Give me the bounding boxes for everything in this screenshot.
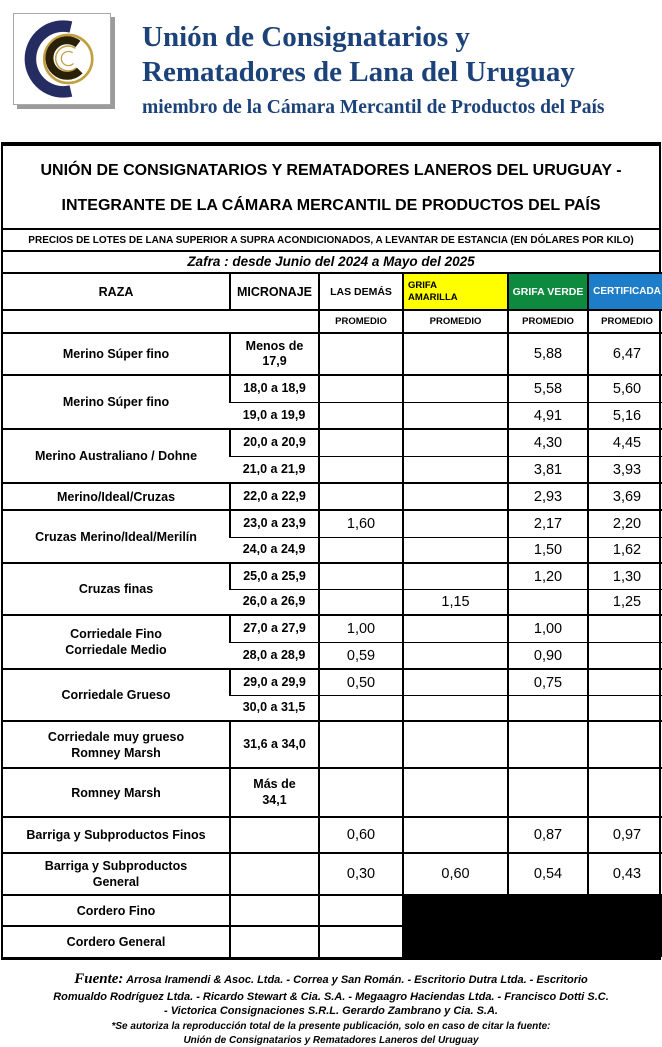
price-cell	[508, 768, 588, 817]
price-cell: 1,20	[508, 563, 588, 589]
price-cell	[588, 721, 662, 768]
header-micronaje: MICRONAJE	[230, 273, 319, 310]
price-cell: 0,54	[508, 853, 588, 895]
header-grifa-amarilla-line2: AMARILLA	[408, 291, 458, 303]
price-cell	[319, 563, 403, 589]
sources-line3: - Victorica Consignaciones S.R.L. Gerardo Zambrano y Cia. S.A.	[164, 1005, 498, 1018]
raza-cell: Barriga y Subproductos General	[3, 853, 230, 895]
document-title-line1: UNIÓN DE CONSIGNATARIOS Y REMATADORES LANEROS DEL URUGUAY -	[40, 162, 622, 179]
price-cell	[588, 669, 662, 695]
price-cell	[319, 537, 403, 563]
price-cell: 1,00	[508, 615, 588, 642]
redacted-cell	[403, 895, 662, 957]
micronaje-cell: Más de 34,1	[230, 768, 319, 817]
price-cell	[403, 375, 508, 402]
header-grifa-amarilla	[403, 273, 508, 310]
price-cell: 1,15	[403, 589, 508, 615]
price-cell: 3,93	[588, 456, 662, 483]
promedio-grifa-amarilla: PROMEDIO	[403, 310, 508, 333]
sources-line2: Romualdo Rodríguez Ltda. - Ricardo Stewart & Cia. S.A. - Megaagro Haciendas Ltda. - Francisco Dotti S.C.	[53, 990, 609, 1003]
price-cell: 0,90	[508, 642, 588, 669]
price-cell	[403, 333, 508, 375]
letterhead	[0, 0, 662, 142]
price-cell: 0,60	[319, 817, 403, 853]
raza-cell: Barriga y Subproductos Finos	[3, 817, 230, 853]
micronaje-cell: 31,6 a 34,0	[230, 721, 319, 768]
price-cell: 2,20	[588, 510, 662, 537]
content-box	[1, 142, 661, 960]
micronaje-cell: 28,0 a 28,9	[230, 642, 319, 669]
price-cell	[508, 589, 588, 615]
price-cell	[403, 429, 508, 456]
price-cell: 0,87	[508, 817, 588, 853]
price-cell: 5,16	[588, 402, 662, 429]
price-cell	[319, 926, 403, 957]
raza-cell: Corriedale Grueso	[3, 669, 230, 721]
price-cell	[588, 642, 662, 669]
price-cell	[508, 695, 588, 721]
price-cell: 1,60	[319, 510, 403, 537]
micronaje-cell: 21,0 a 21,9	[230, 456, 319, 483]
price-cell: 0,75	[508, 669, 588, 695]
price-cell: 2,17	[508, 510, 588, 537]
price-cell	[403, 483, 508, 510]
price-table-body	[3, 333, 662, 957]
price-cell	[403, 510, 508, 537]
price-cell	[403, 768, 508, 817]
price-cell	[319, 695, 403, 721]
price-cell: 1,25	[588, 589, 662, 615]
price-cell	[319, 375, 403, 402]
price-cell	[403, 817, 508, 853]
price-cell: 4,30	[508, 429, 588, 456]
price-cell	[508, 721, 588, 768]
micronaje-cell: Menos de 17,9	[230, 333, 319, 375]
price-cell	[319, 895, 403, 926]
header-empty	[3, 310, 319, 333]
price-cell: 5,60	[588, 375, 662, 402]
micronaje-cell: 18,0 a 18,9	[230, 375, 319, 402]
price-cell	[588, 695, 662, 721]
micronaje-cell: 30,0 a 31,5	[230, 695, 319, 721]
price-cell: 0,97	[588, 817, 662, 853]
document-title	[3, 146, 659, 228]
price-cell: 4,45	[588, 429, 662, 456]
micronaje-cell	[230, 926, 319, 957]
raza-cell: Merino Súper fino	[3, 375, 230, 429]
sources-block	[0, 969, 662, 1019]
price-cell	[403, 669, 508, 695]
micronaje-cell: 29,0 a 29,9	[230, 669, 319, 695]
raza-cell: Merino/Ideal/Cruzas	[3, 483, 230, 510]
price-cell: 0,30	[319, 853, 403, 895]
price-cell	[588, 615, 662, 642]
price-cell: 3,81	[508, 456, 588, 483]
price-cell	[403, 456, 508, 483]
raza-cell: Corriedale muy grueso Romney Marsh	[3, 721, 230, 768]
reproduction-note: *Se autoriza la reproducción total de la presente publicación, solo en caso de citar la fuente:	[111, 1021, 551, 1033]
price-cell: 0,43	[588, 853, 662, 895]
header-raza: RAZA	[98, 284, 134, 299]
price-cell	[319, 721, 403, 768]
promedio-las-demas: PROMEDIO	[319, 310, 403, 333]
price-cell: 3,69	[588, 483, 662, 510]
micronaje-cell: 26,0 a 26,9	[230, 589, 319, 615]
header-certificada: CERTIFICADA	[588, 273, 662, 310]
raza-cell: Merino Súper fino	[3, 333, 230, 375]
footer	[0, 960, 662, 1047]
price-cell: 5,58	[508, 375, 588, 402]
price-cell: 2,93	[508, 483, 588, 510]
price-cell	[319, 402, 403, 429]
header-las-demas: LAS DEMÁS	[319, 273, 403, 310]
org-name-line1: Unión de Consignatarios y	[142, 21, 470, 53]
raza-cell: Cordero Fino	[3, 895, 230, 926]
micronaje-cell: 19,0 a 19,9	[230, 402, 319, 429]
sources-line1-text: Arrosa Iramendi & Asoc. Ltda. - Correa y San Román. - Escritorio Dutra Ltda. - Escritorio	[126, 974, 588, 987]
raza-cell: Merino Australiano / Dohne	[3, 429, 230, 483]
document-title-line2: INTEGRANTE DE LA CÁMARA MERCANTIL DE PRODUCTOS DEL PAÍS	[61, 197, 601, 215]
org-subtitle: miembro de la Cámara Mercantil de Productos del País	[142, 97, 605, 118]
raza-cell: Romney Marsh	[3, 768, 230, 817]
header-grifa-verde: GRIFA VERDE	[508, 273, 588, 310]
promedio-grifa-verde: PROMEDIO	[508, 310, 588, 333]
org-name-line2: Rematadores de Lana del Uruguay	[142, 55, 575, 88]
price-cell	[403, 402, 508, 429]
price-conditions-bar: PRECIOS DE LOTES DE LANA SUPERIOR A SUPRA ACONDICIONADOS, A LEVANTAR DE ESTANCIA (EN DÓLARES POR KILO)	[3, 228, 659, 252]
header-grifa-amarilla-line1: GRIFA	[408, 280, 438, 292]
micronaje-cell: 22,0 a 22,9	[230, 483, 319, 510]
season-line: Zafra : desde Junio del 2024 a Mayo del 2025	[187, 254, 475, 270]
price-cell	[588, 768, 662, 817]
price-cell	[403, 642, 508, 669]
sources-line1	[0, 969, 662, 989]
price-cell: 1,00	[319, 615, 403, 642]
price-cell	[319, 768, 403, 817]
wool-union-logo-icon	[19, 19, 105, 99]
price-cell	[403, 615, 508, 642]
price-cell	[403, 537, 508, 563]
promedio-certificada: PROMEDIO	[588, 310, 662, 333]
price-cell: 4,91	[508, 402, 588, 429]
price-cell: 1,62	[588, 537, 662, 563]
reproduction-note-org: Unión de Consignatarios y Rematadores Laneros del Uruguay	[183, 1035, 479, 1047]
price-cell: 1,30	[588, 563, 662, 589]
price-cell: 5,88	[508, 333, 588, 375]
micronaje-cell: 24,0 a 24,9	[230, 537, 319, 563]
price-cell	[319, 333, 403, 375]
micronaje-cell	[230, 895, 319, 926]
micronaje-cell	[230, 853, 319, 895]
price-cell: 0,59	[319, 642, 403, 669]
price-cell	[319, 589, 403, 615]
price-cell	[319, 483, 403, 510]
micronaje-cell	[230, 817, 319, 853]
raza-cell: Cruzas finas	[3, 563, 230, 615]
price-cell	[403, 695, 508, 721]
price-cell: 0,60	[403, 853, 508, 895]
micronaje-cell: 23,0 a 23,9	[230, 510, 319, 537]
micronaje-cell: 25,0 a 25,9	[230, 563, 319, 589]
price-cell: 1,50	[508, 537, 588, 563]
org-name	[142, 20, 575, 90]
raza-cell: Corriedale Fino Corriedale Medio	[3, 615, 230, 669]
price-cell	[319, 456, 403, 483]
fuente-label: Fuente:	[74, 971, 124, 988]
price-cell	[403, 563, 508, 589]
micronaje-cell: 27,0 a 27,9	[230, 615, 319, 642]
price-cell	[319, 429, 403, 456]
price-cell	[403, 721, 508, 768]
raza-cell: Cruzas Merino/Ideal/Merilín	[3, 510, 230, 563]
raza-cell: Cordero General	[3, 926, 230, 957]
organization-logo	[13, 13, 111, 105]
price-table	[3, 272, 662, 957]
micronaje-cell: 20,0 a 20,9	[230, 429, 319, 456]
price-cell: 0,50	[319, 669, 403, 695]
price-cell: 6,47	[588, 333, 662, 375]
